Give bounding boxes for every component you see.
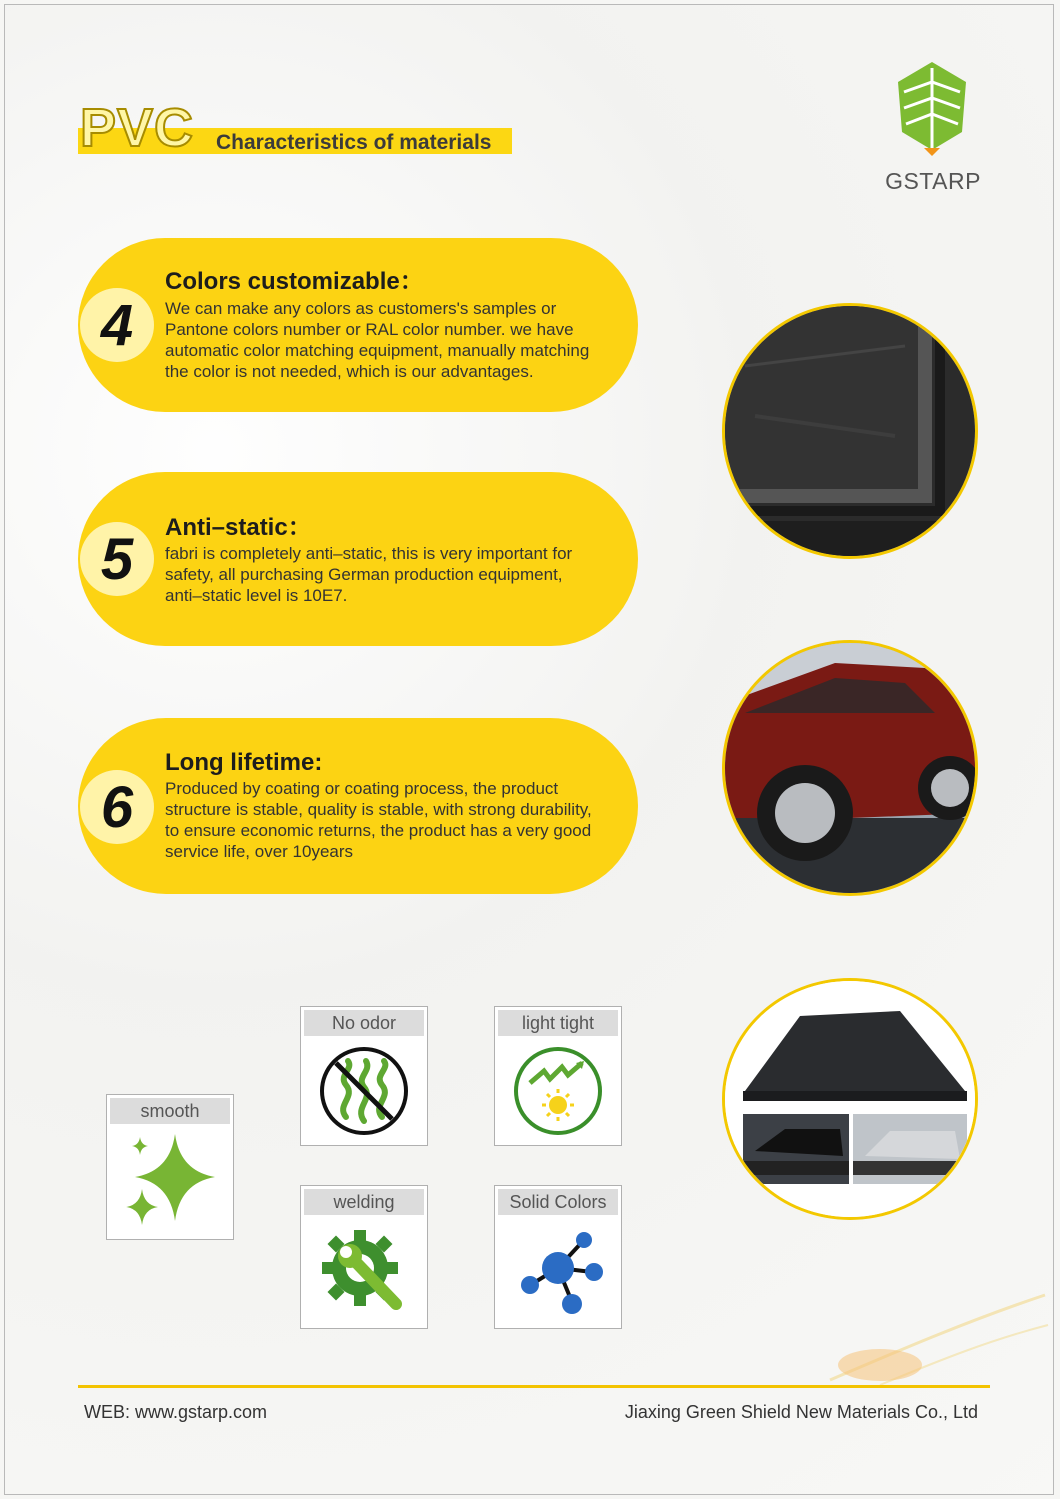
light-tight-icon bbox=[495, 1041, 621, 1141]
card-label-smooth: smooth bbox=[110, 1098, 230, 1124]
card-label-welding: welding bbox=[304, 1189, 424, 1215]
card-solid-colors bbox=[494, 1185, 622, 1329]
feature-number-6: 6 bbox=[80, 770, 154, 844]
card-no-odor bbox=[300, 1006, 428, 1146]
footer-divider bbox=[78, 1385, 990, 1388]
card-light-tight bbox=[494, 1006, 622, 1146]
feature-number-4: 4 bbox=[80, 288, 154, 362]
gear-wrench-icon bbox=[301, 1220, 427, 1320]
card-smooth bbox=[106, 1094, 234, 1240]
card-welding bbox=[300, 1185, 428, 1329]
black-tarp-corner-photo bbox=[722, 303, 978, 559]
title-pvc: PVC bbox=[80, 98, 195, 158]
card-label-no-odor: No odor bbox=[304, 1010, 424, 1036]
feature-body-6: Produced by coating or coating process, the product structure is stable, quality is stable, with strong durability, to ensure economic returns, the product has a very good service life, over 10years bbox=[165, 779, 592, 861]
title-subtitle: Characteristics of materials bbox=[216, 131, 492, 154]
decorative-strokes bbox=[820, 1290, 1050, 1390]
containment-mat-photo bbox=[722, 978, 978, 1220]
feature-body-4: We can make any colors as customers's samples or Pantone colors number or RAL color number. we have automatic color matching equipment, manually matching the color is not needed, which is our advantages. bbox=[165, 299, 590, 381]
red-car-on-mat-photo bbox=[722, 640, 978, 896]
card-label-solid-colors: Solid Colors bbox=[498, 1189, 618, 1215]
no-odor-icon bbox=[301, 1041, 427, 1141]
leaf-shield-icon bbox=[896, 60, 968, 158]
card-label-light-tight: light tight bbox=[498, 1010, 618, 1036]
molecule-icon bbox=[495, 1220, 621, 1320]
feature-title-4: Colors customizable： bbox=[165, 268, 424, 295]
footer-company: Jiaxing Green Shield New Materials Co., Ltd bbox=[624, 1402, 978, 1422]
feature-title-6: Long lifetime: bbox=[165, 749, 323, 776]
feature-body-5: fabri is completely anti–static, this is very important for safety, all purchasing German production equipment, anti–static level is 10E7. bbox=[165, 544, 573, 605]
footer-web[interactable]: WEB: www.gstarp.com bbox=[84, 1402, 268, 1422]
feature-number-5: 5 bbox=[80, 522, 154, 596]
sparkle-icon bbox=[107, 1129, 233, 1229]
feature-title-5: Anti–static： bbox=[165, 514, 312, 541]
logo-text: GSTARP bbox=[885, 168, 981, 194]
